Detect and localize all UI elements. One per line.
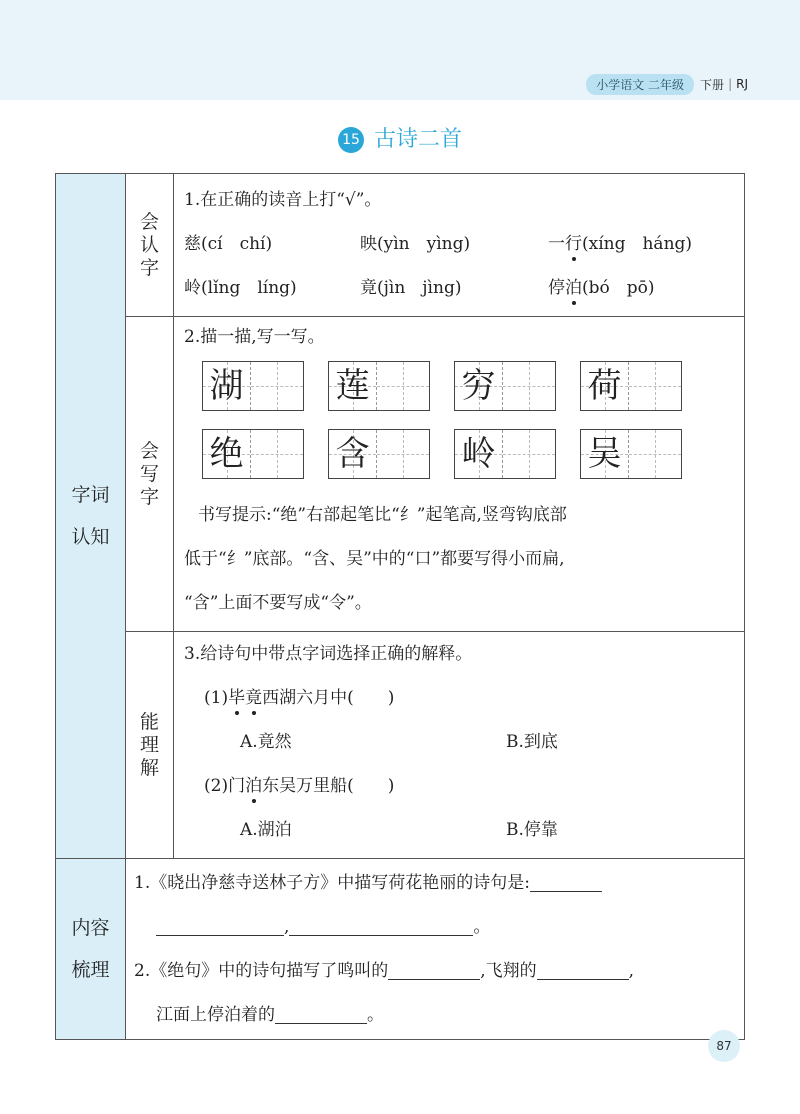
pinyin-option-jing[interactable]: 竟(jìn jìng) (360, 278, 462, 298)
char-grid-row-2 (202, 429, 736, 479)
write-content (174, 317, 745, 632)
header-separator: | (728, 77, 733, 91)
answer-bracket-2[interactable]: 东吴万里船( ) (262, 776, 395, 796)
content-review (126, 859, 745, 1040)
sublabel-understand: 能 理 解 (126, 632, 174, 859)
lesson-title: 古诗二首 (373, 127, 462, 152)
edition-label: RJ (736, 77, 748, 91)
char-cell: 含 (328, 429, 430, 479)
answer-bracket-1[interactable]: 西湖六月中( ) (262, 688, 395, 708)
option-b[interactable]: B.到底 (506, 732, 558, 752)
answer-blank[interactable] (537, 961, 629, 980)
recognize-content (174, 174, 745, 317)
option-a[interactable]: A.湖泊 (240, 820, 292, 840)
header-tag (586, 74, 748, 94)
item-1: (1)毕竟西湖六月中( ) (204, 688, 395, 708)
writing-box[interactable] (503, 362, 555, 410)
char-grid-row-1 (202, 361, 736, 411)
understand-content (174, 632, 745, 859)
char-cell: 吴 (580, 429, 682, 479)
dotted-char: 泊 (245, 776, 263, 796)
category-line: 梳理 (71, 959, 110, 981)
option-a[interactable]: A.竟然 (240, 732, 292, 752)
exercise-table (55, 173, 745, 1040)
char-cell: 莲 (328, 361, 430, 411)
category-line: 认知 (71, 526, 110, 548)
question-3: 3.给诗句中带点字词选择正确的解释。 (184, 644, 473, 664)
item-2-options (184, 808, 736, 852)
pinyin-option-ci[interactable]: 慈(cí chí) (184, 234, 273, 254)
review-q2: 2.《绝句》中的诗句描写了鸣叫的 ,飞翔的 , (134, 961, 635, 981)
pinyin-option-ling[interactable]: 岭(lǐng líng) (184, 278, 297, 298)
answer-blank[interactable] (275, 1005, 367, 1024)
word-part: 一 (548, 234, 565, 254)
sublabel-recognize: 会 认 字 (126, 174, 174, 317)
dotted-char: 毕 (228, 688, 246, 708)
answer-blank[interactable] (156, 917, 284, 936)
question-1: 1.在正确的读音上打“√”。 (184, 190, 382, 210)
answer-blank[interactable] (530, 873, 602, 892)
pinyin-option-xing[interactable]: (xíng háng) (582, 234, 693, 254)
answer-blank[interactable] (289, 917, 473, 936)
pinyin-option-ying[interactable]: 映(yìn yìng) (360, 234, 471, 254)
char-cell: 荷 (580, 361, 682, 411)
page-title (0, 122, 800, 153)
category-content-review (56, 859, 126, 1040)
term-label: 下册 (700, 77, 725, 92)
writing-tip: 书写提示:“绝”右部起笔比“纟”起笔高,竖弯钩底部 低于“纟”底部。“含、吴”中的“口”都要写得小而扁, “含”上面不要写成“令”。 (184, 505, 567, 613)
pinyin-row-1 (184, 222, 736, 266)
dotted-char: 泊 (565, 278, 582, 298)
writing-box[interactable] (251, 362, 303, 410)
option-b[interactable]: B.停靠 (506, 820, 558, 840)
item-1-options (184, 720, 736, 764)
writing-box[interactable] (629, 362, 681, 410)
dotted-char: 行 (565, 234, 582, 254)
char-cell: 岭 (454, 429, 556, 479)
char-cell: 湖 (202, 361, 304, 411)
writing-box[interactable] (503, 430, 555, 478)
answer-blank[interactable] (388, 961, 480, 980)
writing-box[interactable] (629, 430, 681, 478)
lesson-number-badge: 15 (338, 127, 364, 153)
dotted-char: 竟 (245, 688, 263, 708)
pinyin-row-2 (184, 266, 736, 310)
category-line: 内容 (71, 917, 110, 939)
word-part: 停 (548, 278, 565, 298)
review-q1-cont: , 。 (134, 905, 736, 949)
item-2: (2)门泊东吴万里船( ) (204, 776, 395, 796)
review-q1: 1.《晓出净慈寺送林子方》中描写荷花艳丽的诗句是: (134, 861, 736, 905)
category-word-cognition (56, 174, 126, 859)
category-line: 字词 (71, 484, 110, 506)
subject-grade-pill: 小学语文 二年级 (586, 74, 694, 95)
writing-box[interactable] (251, 430, 303, 478)
sublabel-write: 会 写 字 (126, 317, 174, 632)
char-cell: 绝 (202, 429, 304, 479)
page-number: 87 (708, 1030, 740, 1062)
review-q2-cont: 江面上停泊着的 。 (156, 1005, 384, 1025)
writing-box[interactable] (377, 362, 429, 410)
pinyin-option-bo[interactable]: (bó pō) (582, 278, 655, 298)
writing-box[interactable] (377, 430, 429, 478)
char-cell: 穷 (454, 361, 556, 411)
question-2: 2.描一描,写一写。 (184, 327, 325, 347)
